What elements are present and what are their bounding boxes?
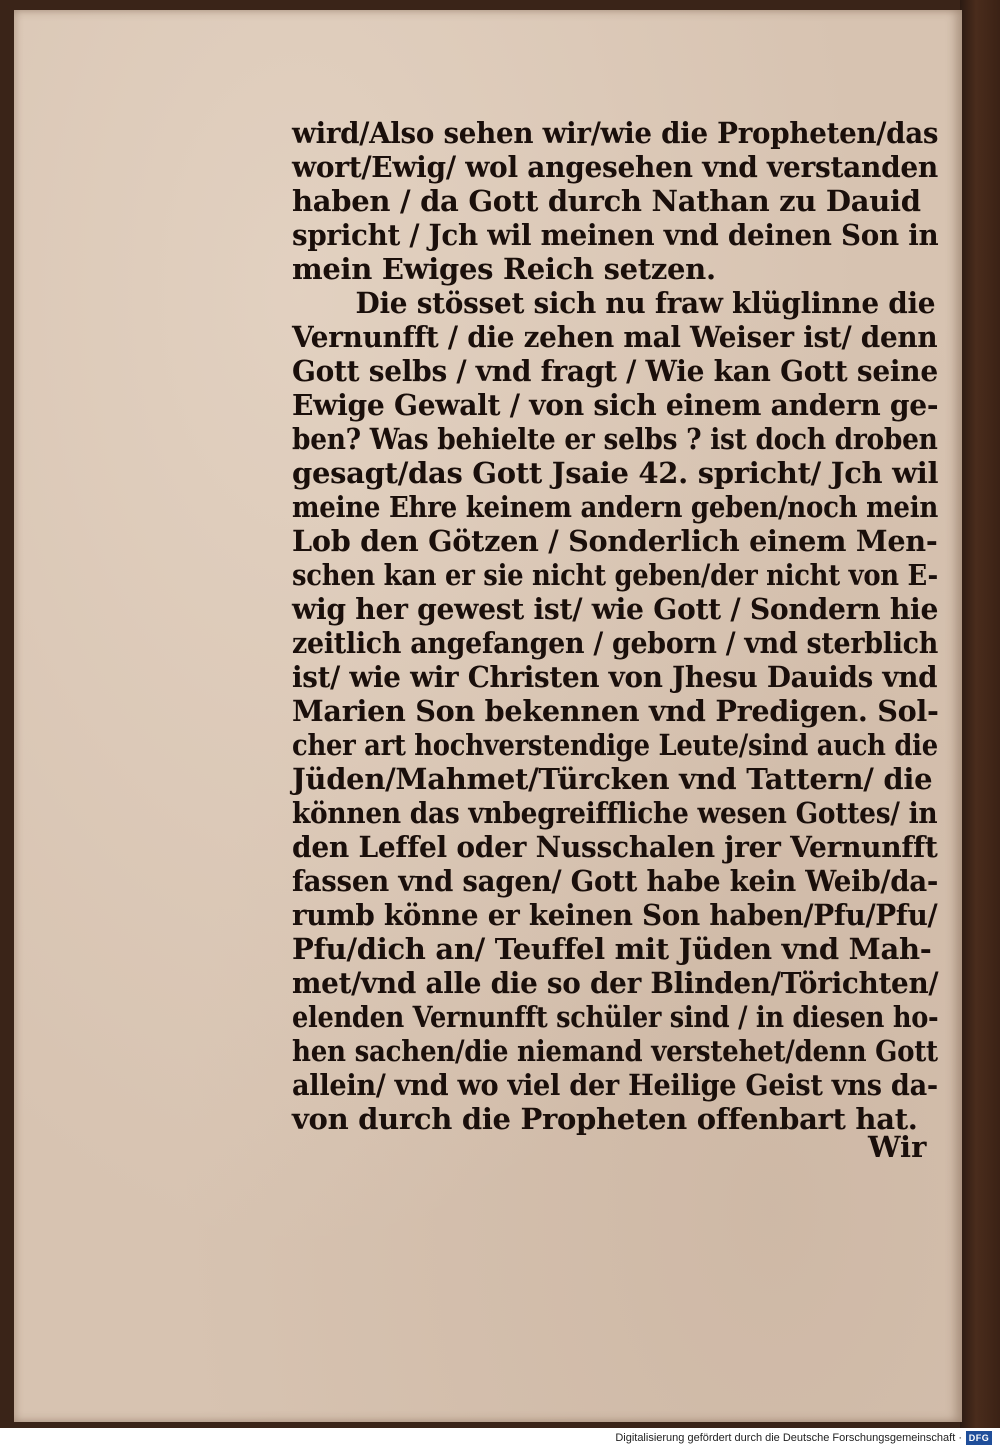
text-line: haben / da Gott durch Nathan zu Dauid [292, 184, 921, 218]
body-text [292, 116, 938, 1136]
text-line: ben? Was behielte er selbs ? ist doch droben [292, 422, 938, 456]
dfg-logo-icon: DFG [966, 1431, 992, 1445]
text-line: rumb könne er keinen Son haben/Pfu/Pfu/ [292, 898, 938, 932]
text-line: Marien Son bekennen vnd Predigen. Sol- [292, 694, 939, 728]
text-line: zeitlich angefangen / geborn / vnd sterblich [292, 626, 939, 660]
text-line: von durch die Propheten offenbart hat. [292, 1102, 918, 1136]
text-line: hen sachen/die niemand verstehet/denn Gott [292, 1034, 938, 1068]
text-line: met/vnd alle die so der Blinden/Törichten/ [292, 966, 939, 1000]
text-line: wort/Ewig/ wol angesehen vnd verstanden [292, 150, 939, 184]
text-line: wird/Also sehen wir/wie die Propheten/das [292, 116, 939, 150]
text-line: spricht / Jch wil meinen vnd deinen Son in [292, 218, 939, 252]
text-line: cher art hochverstendige Leute/sind auch die [292, 728, 938, 762]
digitization-footer [0, 1428, 1000, 1449]
text-line: fassen vnd sagen/ Gott habe kein Weib/da- [292, 864, 939, 898]
text-line: meine Ehre keinem andern geben/noch mein [292, 490, 938, 524]
text-line: Vernunfft / die zehen mal Weiser ist/ denn [292, 320, 938, 354]
text-line: Gott selbs / vnd fragt / Wie kan Gott seine [292, 354, 938, 388]
text-line: mein Ewiges Reich setzen. [292, 252, 716, 286]
text-line: Pfu/dich an/ Teuffel mit Jüden vnd Mah- [292, 932, 932, 966]
text-line: wig her gewest ist/ wie Gott / Sondern hie [292, 592, 939, 626]
text-line: den Leffel oder Nusschalen jrer Vernunfft [292, 830, 938, 864]
text-line: schen kan er sie nicht geben/der nicht von E- [292, 558, 938, 592]
text-line: können das vnbegreiffliche wesen Gottes/ in [292, 796, 938, 830]
text-line: gesagt/das Gott Jsaie 42. spricht/ Jch wil [292, 456, 939, 490]
text-line: ist/ wie wir Christen von Jhesu Dauids vnd [292, 660, 938, 694]
text-line: Lob den Götzen / Sonderlich einem Men- [292, 524, 938, 558]
text-line: allein/ vnd wo viel der Heilige Geist vns da- [292, 1068, 938, 1102]
text-line: Jüden/Mahmet/Türcken vnd Tattern/ die [292, 762, 933, 796]
text-line: elenden Vernunfft schüler sind / in diesen ho- [292, 1000, 939, 1034]
catchword: Wir [868, 1130, 927, 1164]
text-line: Ewige Gewalt / von sich einem andern ge- [292, 388, 939, 422]
text-line: Die stösset sich nu fraw klüglinne die [355, 286, 936, 320]
funding-credit: Digitalisierung gefördert durch die Deutsche Forschungsgemeinschaft · [615, 1432, 962, 1444]
book-cover-edge [960, 0, 1000, 1428]
